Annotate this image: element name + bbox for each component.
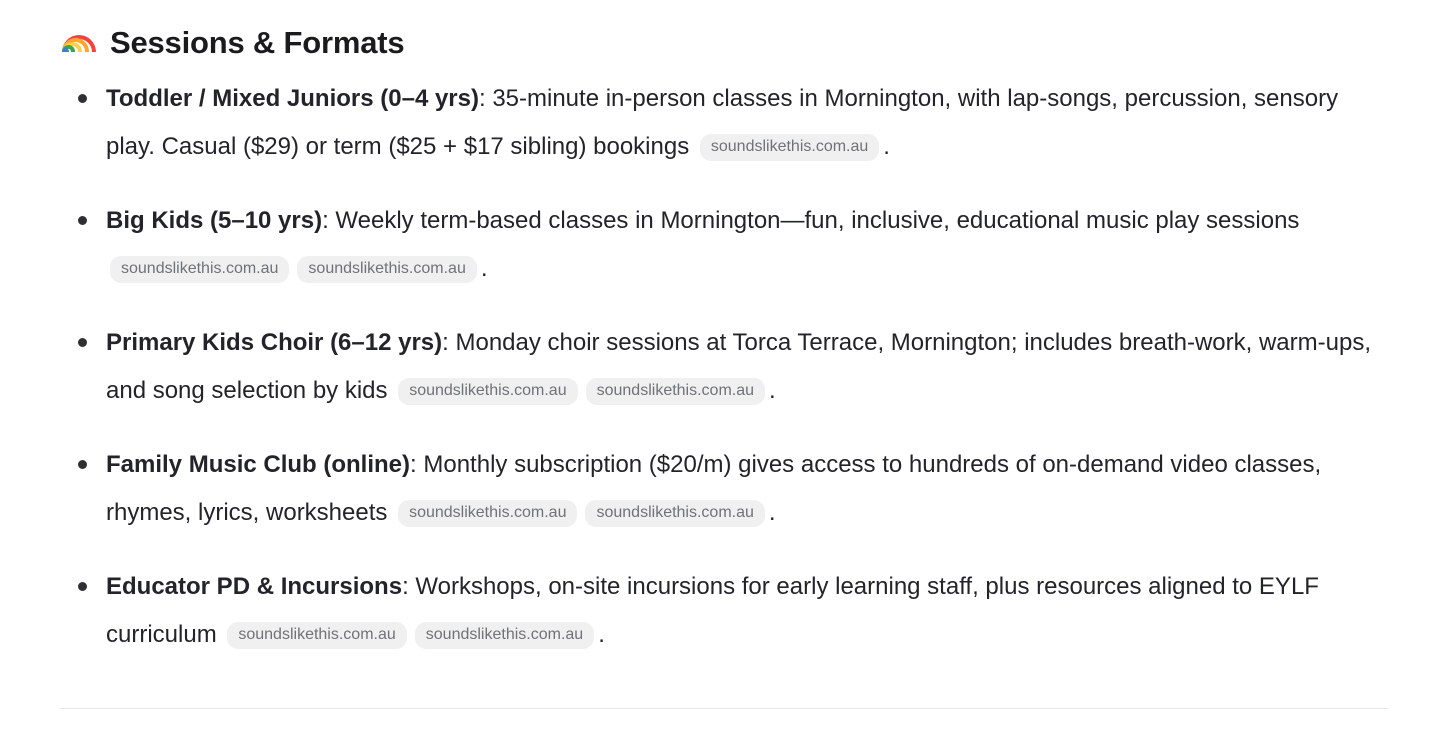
list-item-text: : Monthly subscription ($20/m) gives access to hundreds of on-demand video classes, rhymes, lyrics, worksheets (106, 451, 1322, 527)
list-item-term: Big Kids (5–10 yrs) (106, 207, 323, 235)
rainbow-icon (62, 28, 96, 58)
citation-chip[interactable]: soundslikethis.com.au (398, 500, 577, 527)
page-title-text: Sessions & Formats (110, 25, 405, 60)
list-item (60, 75, 1386, 171)
list-item-text-end: . (883, 133, 890, 161)
list-item-term: Primary Kids Choir (6–12 yrs) (106, 329, 443, 357)
list-item-text: : Workshops, on-site incursions for early learning staff, plus resources aligned to EYLF curriculum (106, 573, 1319, 649)
sessions-list (60, 75, 1386, 659)
list-item (60, 319, 1386, 415)
citation-chip[interactable]: soundslikethis.com.au (297, 256, 476, 283)
citation-chip[interactable]: soundslikethis.com.au (398, 378, 577, 405)
page-title (62, 24, 1386, 61)
list-item-term: Family Music Club (online) (106, 451, 411, 479)
section-divider (60, 708, 1388, 709)
list-item-term: Educator PD & Incursions (106, 573, 403, 601)
list-item-text-end: . (768, 499, 776, 527)
list-item-text: : Monday choir sessions at Torca Terrace, Mornington; includes breath-work, warm-ups, and song selection by kids (106, 329, 1371, 405)
list-item-term: Toddler / Mixed Juniors (0–4 yrs) (106, 85, 479, 113)
citation-chip[interactable]: soundslikethis.com.au (586, 378, 765, 405)
citation-chip[interactable]: soundslikethis.com.au (110, 256, 289, 283)
list-item-text-end: . (769, 377, 776, 405)
list-item (60, 197, 1386, 293)
citation-chip[interactable]: soundslikethis.com.au (585, 500, 764, 527)
list-item (60, 441, 1386, 537)
citation-chip[interactable]: soundslikethis.com.au (700, 134, 879, 161)
list-item-text: : Weekly term-based classes in Mornington—fun, inclusive, educational music play sessions (322, 207, 1300, 235)
list-item-text-end: . (598, 621, 605, 649)
list-item-text-end: . (480, 255, 488, 283)
list-item (60, 563, 1386, 659)
list-item-text: : 35-minute in-person classes in Mornington, with lap-songs, percussion, sensory play. Casual ($29) or term ($25 + $17 sibling) bookings (106, 85, 1339, 161)
citation-chip[interactable]: soundslikethis.com.au (227, 622, 406, 649)
citation-chip[interactable]: soundslikethis.com.au (415, 622, 594, 649)
